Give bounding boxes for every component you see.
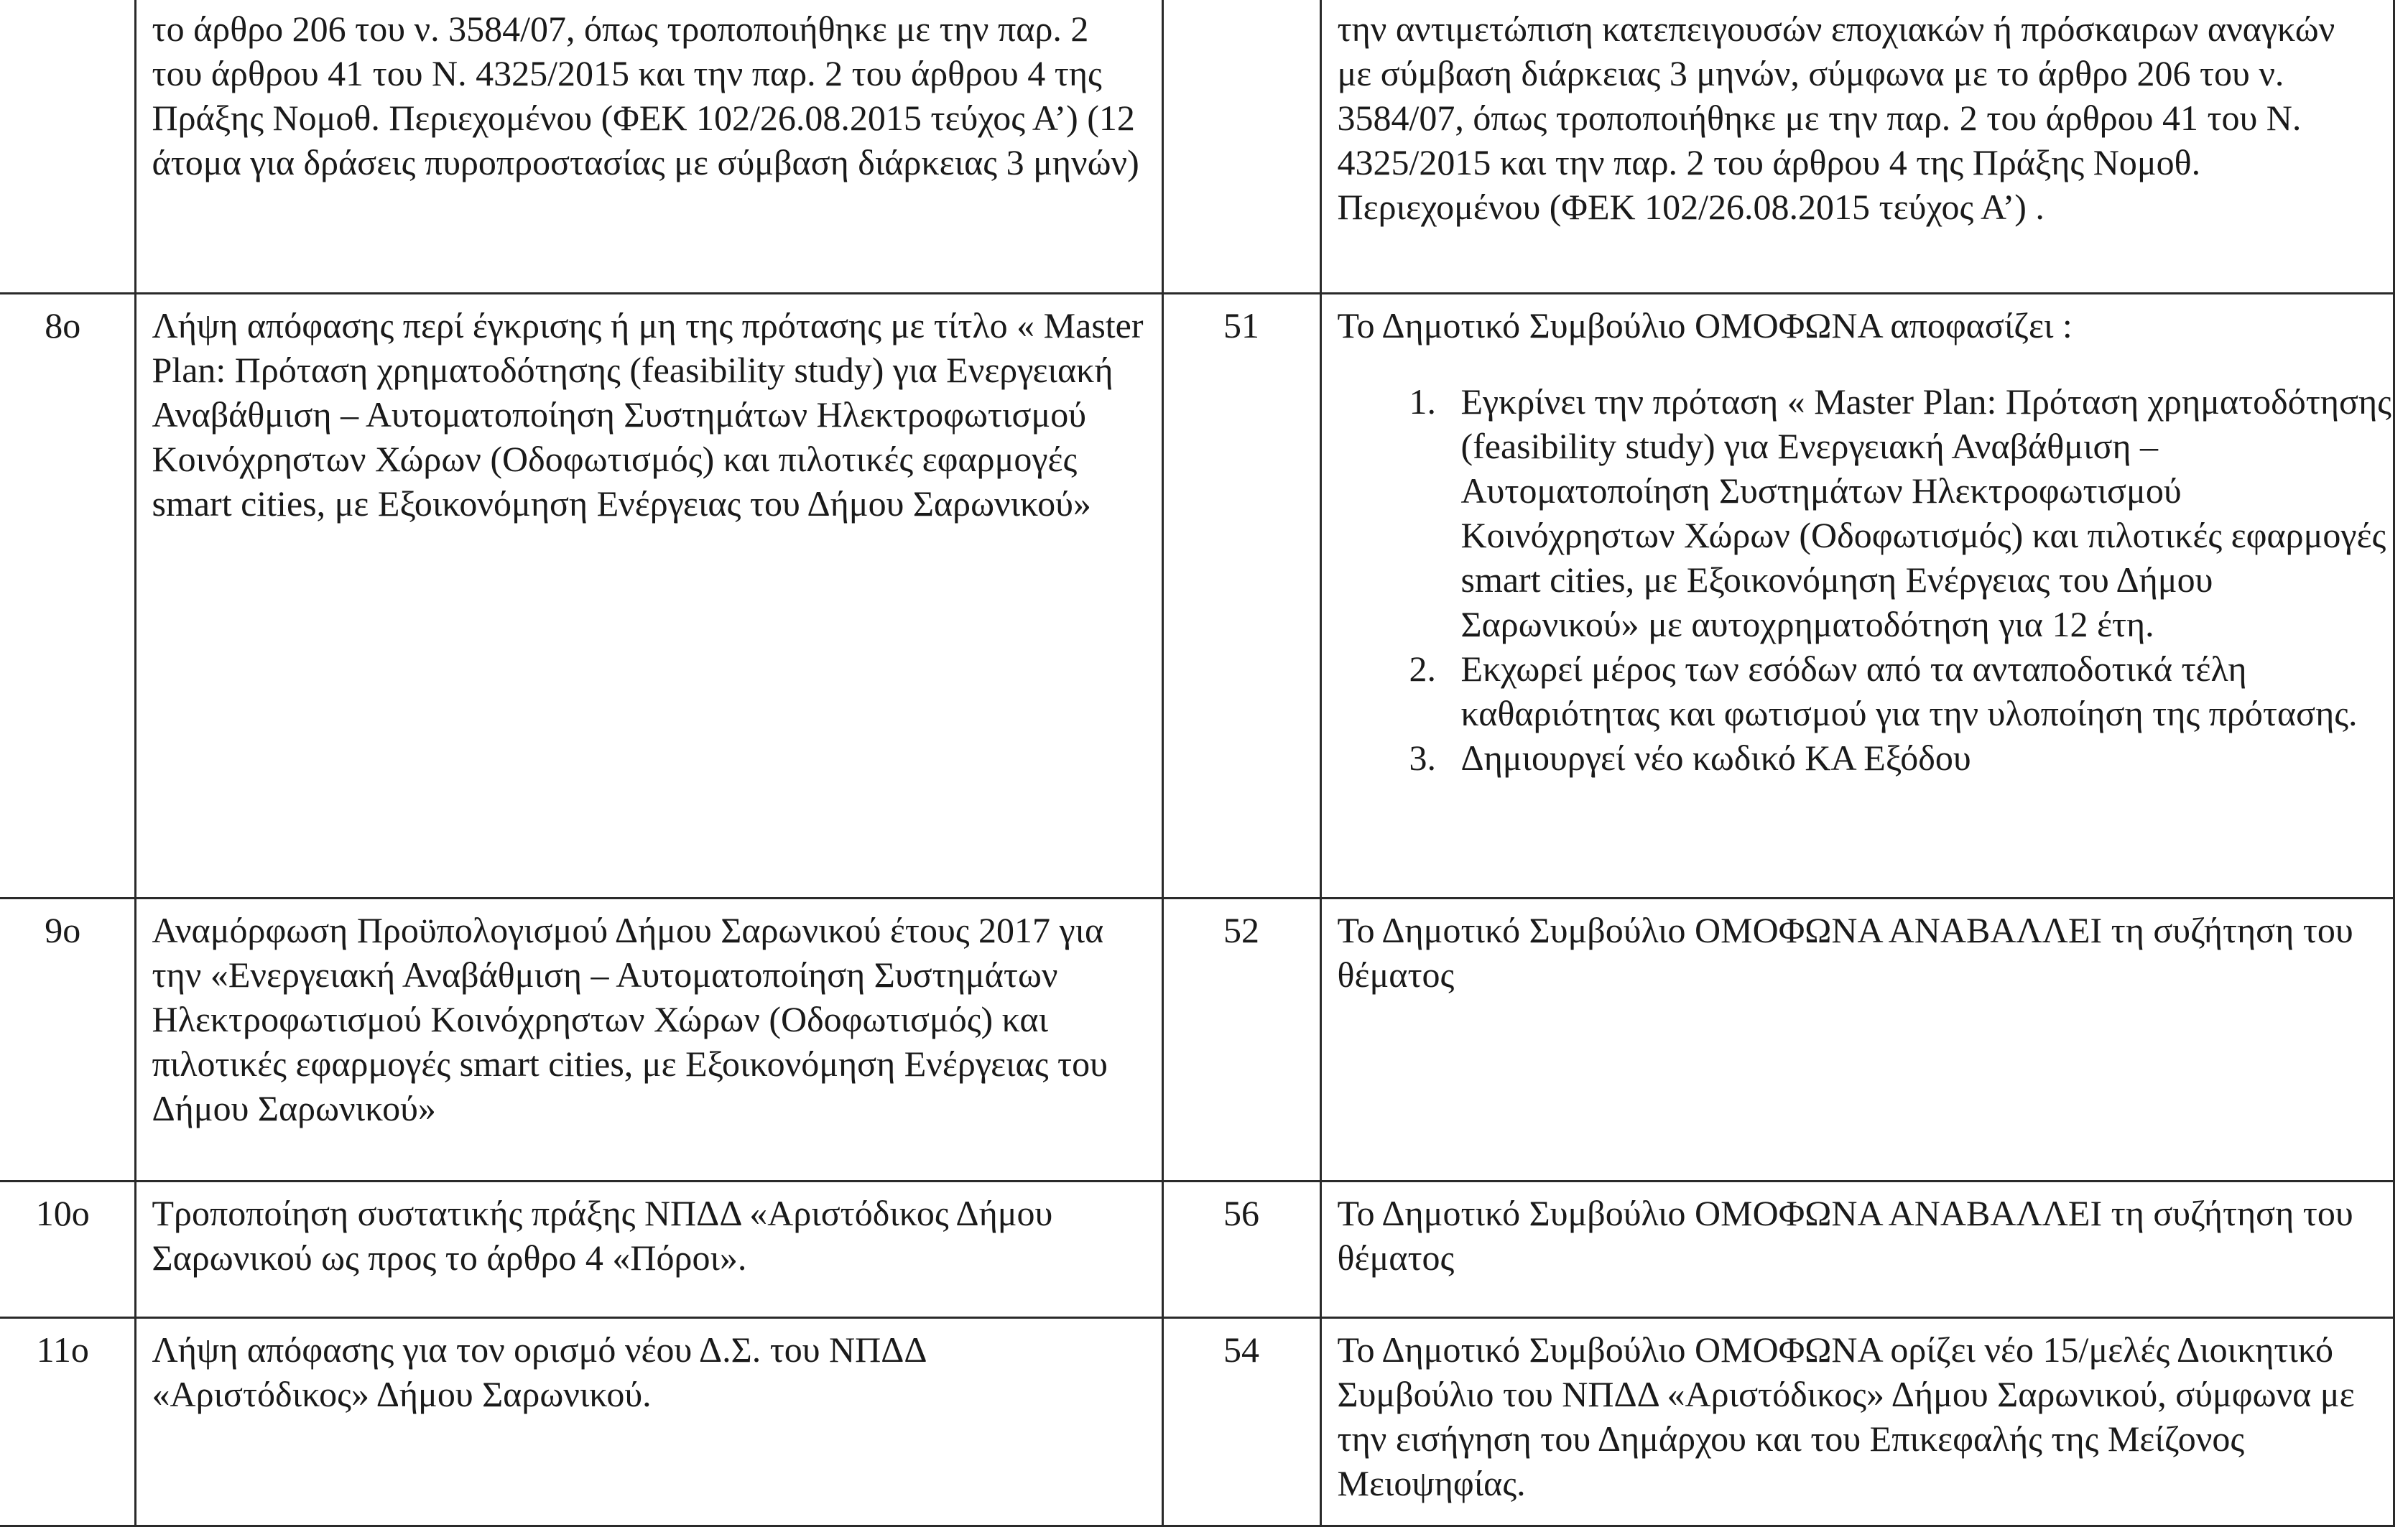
- item-number-cell: [0, 1182, 135, 1318]
- item-number-cell: [0, 0, 135, 294]
- item-number: [0, 0, 134, 8]
- subject-cell: [135, 1318, 1162, 1526]
- table-row: [0, 1318, 2394, 1526]
- resolution-text: [1322, 294, 2393, 348]
- subject-cell: [135, 294, 1162, 899]
- resolution-text: Το Δημοτικό Συμβούλιο ΟΜΟΦΩΝΑ ΑΝΑΒΑΛΛΕΙ τη συζήτηση του θέματος: [1337, 910, 2353, 995]
- decision-number: 52: [1223, 910, 1259, 950]
- resolution-cell: [1320, 1318, 2394, 1526]
- subject-text: Λήψη απόφασης περί έγκρισης ή μη της πρότασης με τίτλο « Master Plan: Πρόταση χρηματοδότησης (feasibility study) για Ενεργειακή Αναβάθμιση – Αυτοματοποίηση Συστημάτων Ηλεκτροφωτισμού Κοινόχρηστων Χώρων (Οδοφωτισμός) και πιλοτικές εφαρμογές smart cities, με Εξοικονόμηση Ενέργειας του Δήμου Σαρωνικού»: [152, 305, 1144, 524]
- resolution-cell: [1320, 1182, 2394, 1318]
- resolution-text: Το Δημοτικό Συμβούλιο ΟΜΟΦΩΝΑ ορίζει νέο 15/μελές Διοικητικό Συμβούλιο του ΝΠΔΔ «Αριστόδικος» Δήμου Σαρωνικού, σύμφωνα με την εισήγηση του Δημάρχου και του Επικεφαλής της Μείζονος Μειοψηφίας.: [1337, 1329, 2355, 1503]
- resolution-list-item: 1. Εγκρίνει την πρόταση « Master Plan: Πρόταση χρηματοδότησης (feasibility study) για Ενεργειακή Αναβάθμιση – Αυτοματοποίηση Συστημάτων Ηλεκτροφωτισμού Κοινόχρηστων Χώρων (Οδοφωτισμός) και πιλοτικές εφαρμογές smart cities, με Εξοικονόμηση Ενέργειας του Δήμου Σαρωνικού» με αυτοχρηματοδότηση για 12 έτη.: [1445, 379, 2393, 646]
- item-number-cell: [0, 1318, 135, 1526]
- resolution-text: Το Δημοτικό Συμβούλιο ΟΜΟΦΩΝΑ ΑΝΑΒΑΛΛΕΙ τη συζήτηση του θέματος: [1337, 1193, 2353, 1278]
- item-number-cell: [0, 899, 135, 1182]
- subject-cell: [135, 1182, 1162, 1318]
- resolution-list-item: 2. Εκχωρεί μέρος των εσόδων από τα ανταποδοτικά τέλη καθαριότητας και φωτισμού για την υλοποίηση της πρότασης.: [1445, 646, 2393, 735]
- resolution-cell: [1320, 0, 2394, 294]
- decision-number: 51: [1223, 305, 1259, 345]
- table-row: [0, 294, 2394, 899]
- decision-number-cell: [1162, 1318, 1320, 1526]
- resolution-intro: Το Δημοτικό Συμβούλιο ΟΜΟΦΩΝΑ αποφασίζει :: [1337, 305, 2073, 345]
- resolution-cell: [1320, 899, 2394, 1182]
- resolution-list-item: 3. Δημιουργεί νέο κωδικό ΚΑ Εξόδου: [1445, 735, 2393, 780]
- subject-text: το άρθρο 206 του ν. 3584/07, όπως τροποποιήθηκε με την παρ. 2 του άρθρου 41 του Ν. 4325/2015 και την παρ. 2 του άρθρου 4 της Πράξης Νομοθ. Περιεχομένου (ΦΕΚ 102/26.08.2015 τεύχος Α’) (12 άτομα για δράσεις πυροπροστασίας με σύμβαση διάρκειας 3 μηνών): [152, 9, 1139, 182]
- decision-number-cell: [1162, 1182, 1320, 1318]
- item-number: 9ο: [45, 910, 81, 950]
- item-number: 10ο: [35, 1193, 90, 1233]
- decision-number-cell: [1162, 899, 1320, 1182]
- subject-text: Αναμόρφωση Προϋπολογισμού Δήμου Σαρωνικού έτους 2017 για την «Ενεργειακή Αναβάθμιση – Αυτοματοποίηση Συστημάτων Ηλεκτροφωτισμού Κοινόχρηστων Χώρων (Οδοφωτισμός) και πιλοτικές εφαρμογές smart cities, με Εξοικονόμηση Ενέργειας του Δήμου Σαρωνικού»: [152, 910, 1108, 1128]
- decision-number: [1164, 0, 1320, 8]
- decision-number: 54: [1223, 1329, 1259, 1370]
- decision-number-cell: [1162, 0, 1320, 294]
- table-row: [0, 0, 2394, 294]
- item-number-cell: [0, 294, 135, 899]
- subject-cell: [135, 0, 1162, 294]
- subject-text: Τροποποίηση συστατικής πράξης ΝΠΔΔ «Αριστόδικος Δήμου Σαρωνικού ως προς το άρθρο 4 «Πόροι».: [152, 1193, 1053, 1278]
- decision-number: 56: [1223, 1193, 1259, 1233]
- item-number: 11ο: [36, 1329, 89, 1370]
- resolution-list: [1322, 379, 2393, 780]
- item-number: 8ο: [45, 305, 81, 345]
- subject-cell: [135, 899, 1162, 1182]
- decision-number-cell: [1162, 294, 1320, 899]
- resolution-text: την αντιμετώπιση κατεπειγουσών εποχιακών ή πρόσκαιρων αναγκών με σύμβαση διάρκειας 3 μηνών, σύμφωνα με το άρθρο 206 του ν. 3584/07, όπως τροποποιήθηκε με την παρ. 2 του άρθρου 41 του Ν. 4325/2015 και την παρ. 2 του άρθρου 4 της Πράξης Νομοθ. Περιεχομένου (ΦΕΚ 102/26.08.2015 τεύχος Α’) .: [1337, 9, 2335, 227]
- resolution-cell: [1320, 294, 2394, 899]
- subject-text: Λήψη απόφασης για τον ορισμό νέου Δ.Σ. του ΝΠΔΔ «Αριστόδικος» Δήμου Σαρωνικού.: [152, 1329, 925, 1414]
- table-row: [0, 1182, 2394, 1318]
- table-row: [0, 899, 2394, 1182]
